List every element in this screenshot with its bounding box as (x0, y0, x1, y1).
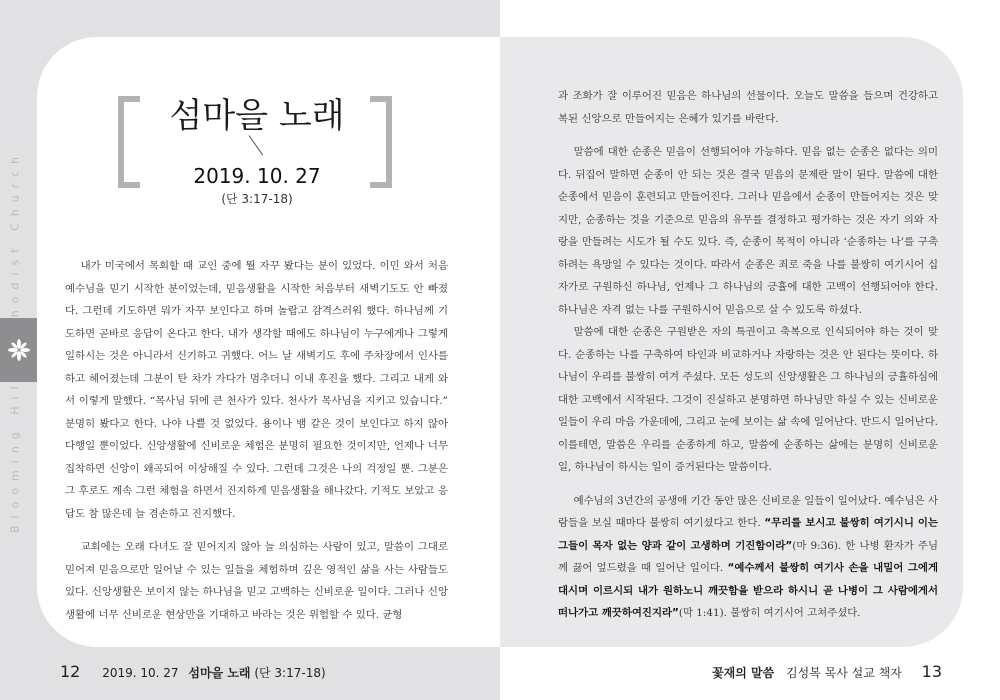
right-footer (712, 662, 942, 681)
sermon-verse: (단 3:17-18) (221, 192, 293, 206)
sermon-title: 섬마을 노래 (169, 96, 345, 136)
flower-icon (0, 318, 37, 382)
paragraph (558, 490, 938, 625)
paragraph-text: (막 1:41). 불쌍히 여기시어 고쳐주셨다. (678, 607, 861, 619)
right-top-margin (500, 0, 1000, 37)
paragraph-text: 예수님의 3년간의 공생애 기간 동안 많은 신비로운 일들이 일어났다. 예수님은 사람들을 보실 때마다 불쌍히 여기셨다고 한다. (558, 494, 938, 529)
paragraph-text: (마 9:36). 한 나병 환자가 주님께 끓어 엎드렸을 때 일어난 일이다. (558, 539, 939, 574)
left-body (65, 255, 448, 626)
footer-title: 섬마을 노래 (188, 666, 251, 680)
paragraph: 말씀에 대한 순종은 구원받은 자의 특권이고 축복으로 인식되어야 하는 것이 맞다. 순종하는 나를 구축하여 타인과 비교하거나 자랑하는 것은 안 된다는 뜻이다. 하나님이 우리를 불쌍히 여겨 주셨다. 모든 성도의 신앙생활은 그 하나님의 긍휼하심에 대한 고백에서 시작된다. 그것이 진실하고 분명하면 하나님만 하실 수 있는 신비로운 일들이 우리 마음 가운데에, 그리고 눈에 보이는 삶 속에 일어난다. 반드시 일어난다. 이를테면, 말씀은 우리를 순종하게 하고, 말씀에 순종하는 삶에는 분명히 신비로운 일, 하나님이 하시는 일이 증거된다는 말씀이다. (558, 326, 938, 473)
paragraph: 말씀에 대한 순종은 믿음이 선행되어야 가능하다. 믿음 없는 순종은 없다는 의미다. 뒤집어 말하면 순종이 안 되는 것은 결국 믿음의 문제란 말이 된다. 말씀에 대한 순종에서 믿음이 훈련되고 만들어진다. 그러나 믿음에서 순종이 만들어지는 것은 맞지만, 순종하는 것을 기준으로 믿음의 유무를 결정하고 평가하는 것은 자기 의와 자랑을 만들려는 시도가 될 수도 있다. 즉, 순종이 목적이 아니라 ‘순종하는 나’를 구축하려는 욕망일 수 있다는 것이다. 따라서 순종은 죄로 죽을 나를 불쌍히 여기시어 십자가로 구원하신 하나님, 언제나 그 하나님의 긍휼에 대한 고백이 선행되어야 한다. 하나님은 자격 없는 나를 구원하시어 믿음으로 살 수 있도록 하셨다. (558, 146, 938, 316)
sermon-date: 2019. 10. 27 (193, 164, 321, 188)
footer-date: 2019. 10. 27 (102, 666, 179, 680)
footer-verse: (단 3:17-18) (254, 666, 326, 680)
paragraph: 내가 미국에서 목회할 때 교인 중에 뭘 자꾸 봤다는 분이 있었다. 이민 와서 처음 예수님을 믿기 시작한 분이었는데, 믿음생활을 시작한 처음부터 새벽기도도 안 빠졌다. 그런데 기도하면 뭐가 자꾸 보인다고 하며 놀랍고 감격스러워 했다. 하나님께 기도하면 곧바로 응답이 온다고 한다. 내가 생각할 때에도 하나님이 누구에게나 그렇게 일하시는 것은 아니라서 신기하고 귀했다. 어느 날 새벽기도 후에 주차장에서 인사를 하고 헤어졌는데 그분이 탄 차가 가다가 멈추더니 이내 후진을 했다. 그리고 내게 와서 이렇게 말했다. “목사님 뒤에 큰 천사가 있다. 천사가 목사님을 지키고 있습니다.” 분명히 봤다고 한다. 나야 나쁠 것 없었다. 용이나 뱀 같은 것이 보인다고 하지 않아 다행일 뿐이었다. 신앙생활에 신비로운 체험은 분명히 필요한 것이지만, 언제나 너무 집착하면 신앙이 왜곡되어 이상해질 수 있다. 그런데 그것은 나의 걱정일 뿐. 그분은 그 후로도 계속 그런 체험을 하면서 진지하게 믿음생활을 해나갔다. 기적도 보았고 응답도 참 많은데 늘 겸손하고 진지했다. (65, 260, 448, 520)
page-number: 13 (921, 662, 942, 681)
paragraph: 과 조화가 잘 이루어진 믿음은 하나님의 선물이다. 오늘도 말씀을 들으며 건강하고 복된 신앙으로 만들어지는 은혜가 있기를 바란다. (558, 90, 938, 125)
footer-book-subtitle: 김성복 목사 설교 책자 (786, 666, 902, 680)
scripture-quote: “예수께서 불쌍히 여기사 손을 내밀어 그에게 대시며 이르시되 내가 원하노니 깨끗함을 받으라 하시니 곧 나병이 그 사람에게서 떠나가고 깨끗하여진지라” (558, 562, 938, 619)
footer-book-title: 꽃재의 말씀 (712, 666, 775, 680)
page-number: 12 (60, 662, 81, 681)
paragraph: 교회에는 오래 다녀도 잘 믿어지지 않아 늘 의심하는 사람이 있고, 말씀이 그대로 믿어져 믿음으로만 일어날 수 있는 일들을 체험하며 깊은 영적인 삶을 사는 사람들도 있다. 신앙생활은 보이지 않는 하나님을 믿고 고백하는 신비로운 일이다. 그러나 신앙생활에 너무 신비로운 현상만을 기대하고 바라는 것은 위험할 수 있다. 균형 (65, 541, 448, 621)
scripture-quote: “무리를 보시고 불쌍히 여기시니 이는 그들이 목자 없는 양과 같이 고생하며 기진함이라” (558, 517, 939, 552)
left-footer (60, 662, 326, 681)
right-body (558, 85, 938, 625)
